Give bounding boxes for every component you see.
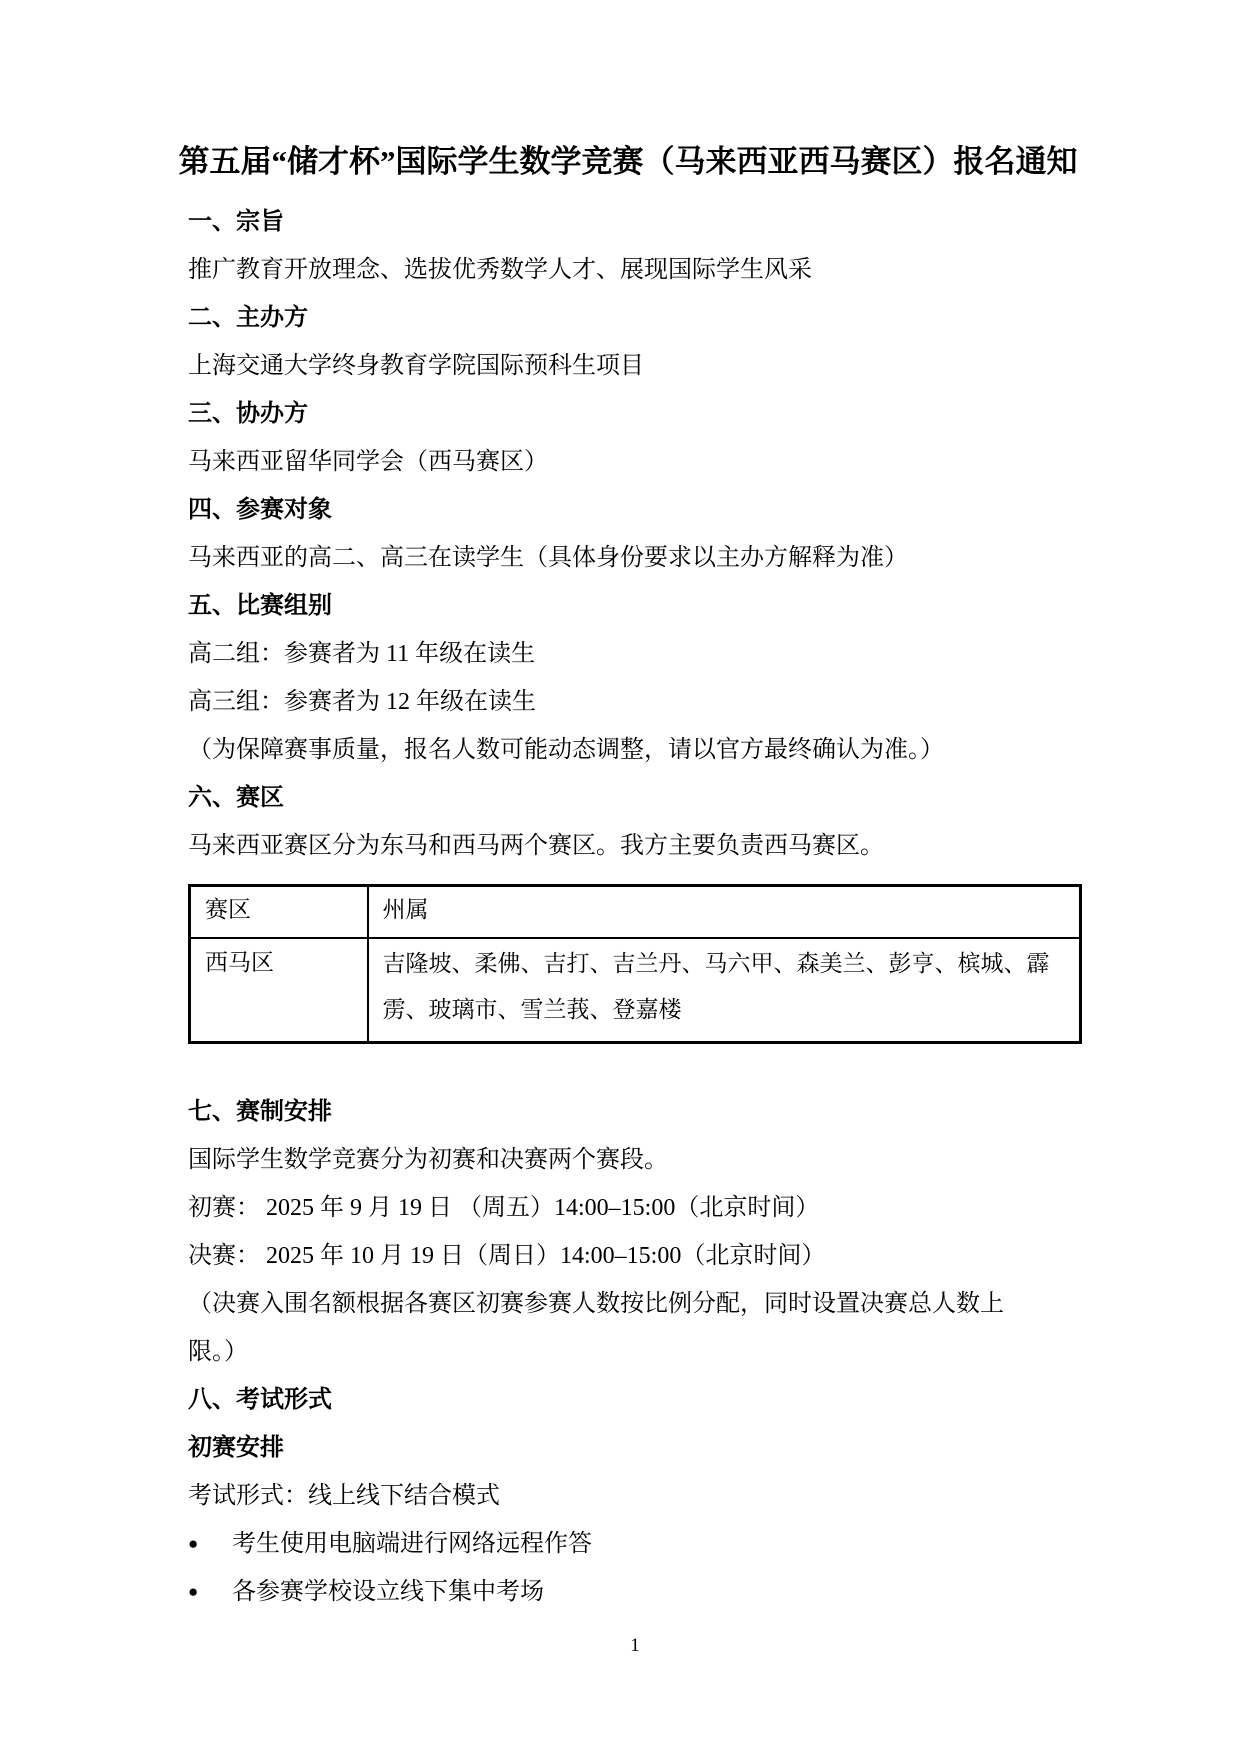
document-content (178, 140, 1082, 1616)
bullet-icon: ● (188, 1533, 199, 1553)
stages-intro-line: 国际学生数学竞赛分为初赛和决赛两个赛段。 (188, 1146, 668, 1173)
page-number: 1 (630, 1635, 640, 1656)
section-7-heading: 七、赛制安排 (188, 1098, 332, 1125)
bullet-item-2 (188, 1568, 1082, 1616)
preliminary-subheading: 初赛安排 (188, 1434, 284, 1461)
document-title: 第五届“储才杯”国际学生数学竞赛（马来西亚西马赛区）报名通知 (178, 144, 1078, 179)
section-1-paragraph: 推广教育开放理念、选拔优秀数学人才、展现国际学生风采 (188, 257, 812, 283)
section-4-heading: 四、参赛对象 (188, 497, 332, 523)
section-3-heading: 三、协办方 (188, 401, 308, 427)
final-date-line: 决赛： 2025 年 10 月 19 日（周日）14:00–15:00（北京时间） (188, 1242, 826, 1269)
group-g3-line: 高三组：参赛者为 12 年级在读生 (188, 689, 536, 715)
column-header-states: 州属 (368, 886, 1081, 938)
bullet-text-2: 各参赛学校设立线下集中考场 (232, 1578, 544, 1605)
region-cell: 西马区 (190, 938, 368, 1043)
bullet-text-1: 考生使用电脑端进行网络远程作答 (232, 1530, 592, 1557)
section-4-paragraph: 马来西亚的高二、高三在读学生（具体身份要求以主办方解释为准） (188, 545, 908, 571)
section-6-heading: 六、赛区 (188, 785, 284, 811)
bullet-icon: ● (188, 1581, 199, 1601)
section-1-heading: 一、宗旨 (188, 209, 284, 235)
quota-note-line-2: 限。） (188, 1338, 248, 1365)
bullet-item-1 (188, 1520, 1082, 1568)
section-6-paragraph: 马来西亚赛区分为东马和西马两个赛区。我方主要负责西马赛区。 (188, 833, 884, 859)
group-g2-line: 高二组：参赛者为 11 年级在读生 (188, 641, 536, 667)
section-2-heading: 二、主办方 (188, 305, 308, 331)
table-header-row (190, 886, 1081, 938)
section-8-heading: 八、考试形式 (188, 1386, 332, 1413)
section-5-heading: 五、比赛组别 (188, 593, 332, 619)
preliminary-date-line: 初赛： 2025 年 9 月 19 日 （周五）14:00–15:00（北京时间） (188, 1194, 820, 1221)
section-3-paragraph: 马来西亚留华同学会（西马赛区） (188, 449, 548, 475)
states-cell: 吉隆坡、柔佛、吉打、吉兰丹、马六甲、森美兰、彭亨、槟城、霹雳、玻璃市、雪兰莪、登嘉楼 (368, 938, 1081, 1043)
regions-table (188, 884, 1082, 1044)
column-header-region: 赛区 (190, 886, 368, 938)
group-note-line: （为保障赛事质量，报名人数可能动态调整，请以官方最终确认为准。） (188, 737, 944, 763)
table-row (190, 938, 1081, 1043)
exam-mode-line: 考试形式：线上线下结合模式 (188, 1482, 500, 1509)
quota-note-line-1: （决赛入围名额根据各赛区初赛参赛人数按比例分配，同时设置决赛总人数上 (188, 1290, 1004, 1317)
section-2-paragraph: 上海交通大学终身教育学院国际预科生项目 (188, 353, 644, 379)
